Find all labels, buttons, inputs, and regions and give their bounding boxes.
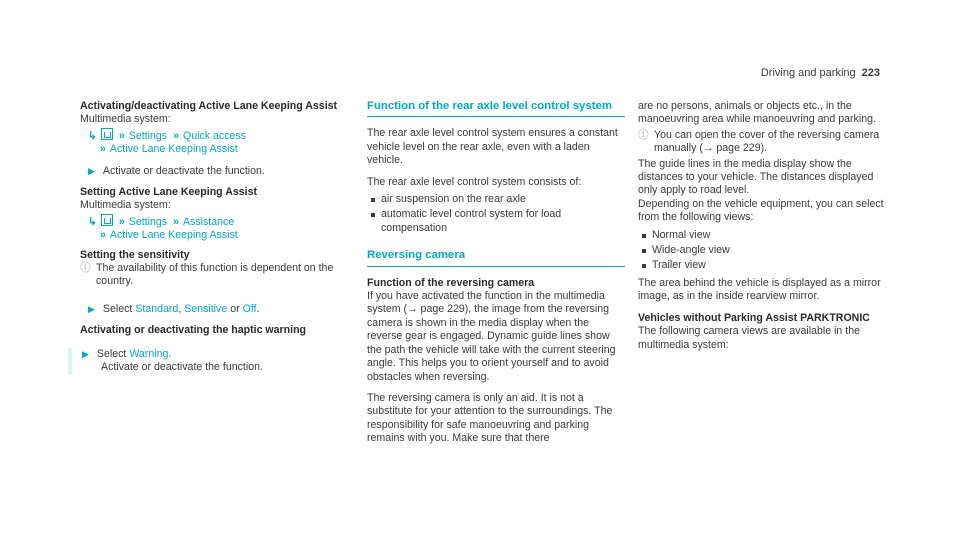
- nav-alka-1: Active Lane Keeping Assist: [109, 143, 238, 156]
- nav-alka-2: Active Lane Keeping Assist: [109, 229, 238, 242]
- heading-function-camera: Function of the reversing camera: [367, 276, 535, 289]
- heading-activating: Activating/deactivating Active Lane Keeping Assist: [80, 100, 338, 112]
- list-item: air suspension on the rear axle: [367, 193, 625, 206]
- info-icon: ⓘ: [638, 128, 649, 141]
- para-guide-lines: The guide lines in the media display show the distances to your vehicle. The distances displayed only apply to road level.: [638, 157, 874, 197]
- option-sensitive: Sensitive: [184, 302, 228, 315]
- info-icon: ⓘ: [80, 262, 91, 275]
- page-number: 223: [861, 67, 880, 79]
- double-chevron-icon: »: [118, 215, 125, 228]
- double-chevron-icon: »: [100, 143, 106, 156]
- list-item: Normal view: [638, 229, 888, 242]
- option-off: Off: [242, 302, 257, 315]
- home-icon: [101, 128, 113, 140]
- list-item: Wide-angle view: [638, 244, 888, 257]
- section-reversing-camera: Reversing camera: [367, 249, 625, 266]
- action-step-1: ▶ Activate or deactivate the function.: [88, 164, 265, 177]
- step-triangle-icon: ▶: [88, 165, 95, 176]
- column-1: [80, 100, 352, 375]
- double-chevron-icon: »: [173, 215, 179, 228]
- para-mirror: The area behind the vehicle is displayed as a mirror image, as in the inside rearview mirror.: [638, 276, 881, 303]
- double-chevron-icon: »: [118, 129, 125, 142]
- action-select-sensitivity: ▶ Select Standard, Sensitive or Off.: [88, 302, 260, 315]
- list-item: Trailer view: [638, 259, 888, 272]
- nav-path-1: [80, 127, 352, 143]
- heading-sensitivity: Setting the sensitivity: [80, 248, 190, 261]
- double-chevron-icon: »: [100, 229, 106, 242]
- path-arrow-icon: ↳: [88, 215, 97, 228]
- action-select-warning: ▶ Select Warning.: [82, 347, 172, 360]
- note-cover: ⓘ You can open the cover of the reversing camera manually (→ page 229).: [638, 128, 880, 155]
- nav-path-2b: [80, 229, 352, 242]
- path-arrow-icon: ↳: [88, 129, 97, 142]
- page-header: [761, 67, 880, 80]
- step-triangle-icon: ▶: [82, 348, 89, 359]
- column-2: [367, 100, 625, 446]
- step-triangle-icon: ▶: [88, 303, 95, 314]
- option-warning: Warning: [129, 347, 169, 360]
- section-rear-axle: Function of the rear axle level control system: [367, 100, 625, 117]
- multimedia-label-2: Multimedia system:: [80, 199, 171, 212]
- para-col3-1: are no persons, animals or objects etc., in the manoeuvring area while manoeuvring and parking.: [638, 100, 876, 126]
- note-availability: ⓘ The availability of this function is dependent on the country.: [80, 262, 334, 288]
- nav-quick-access: Quick access: [182, 129, 246, 142]
- para-camera-1: If you have activated the function in the multimedia system (→ page 229), the image from the reversing camera is shown in the media display when the reverse gear is engaged. Dynamic guide lines show the path the vehicle will take with the current steering angle. This helps you to orient yourself and to avoid obstacles when reversing.: [367, 290, 616, 383]
- para-views: Depending on the vehicle equipment, you can select from the following views:: [638, 197, 884, 224]
- heading-setting: Setting Active Lane Keeping Assist: [80, 186, 257, 199]
- column-3: [638, 100, 888, 352]
- action-step-2: Activate or deactivate the function.: [101, 361, 263, 374]
- nav-settings-2: Settings: [128, 215, 168, 228]
- rear-axle-list: [367, 193, 625, 235]
- haptic-steps: [68, 348, 352, 375]
- para-camera-2: The reversing camera is only an aid. It is not a substitute for your attention to the surroundings. The responsibility for safe manoeuvring and parking remains with you. Make sure that there: [367, 391, 613, 445]
- multimedia-label-1: Multimedia system:: [80, 113, 171, 126]
- views-list: [638, 229, 888, 273]
- heading-without-parktronic: Vehicles without Parking Assist PARKTRONIC: [638, 311, 870, 324]
- home-icon: [101, 214, 113, 226]
- nav-settings: Settings: [128, 129, 168, 142]
- nav-assistance: Assistance: [182, 215, 235, 228]
- header-title: Driving and parking: [760, 67, 856, 79]
- nav-path-1b: [80, 143, 352, 156]
- double-chevron-icon: »: [173, 129, 179, 142]
- list-item: automatic level control system for load compensation: [367, 208, 625, 235]
- para-camera-views: The following camera views are available in the multimedia system:: [638, 325, 860, 351]
- para-rear-axle-1: The rear axle level control system ensures a constant vehicle level on the rear axle, even with a laden vehicle.: [367, 127, 618, 167]
- option-standard: Standard: [135, 302, 179, 315]
- para-rear-axle-2: The rear axle level control system consists of:: [367, 175, 582, 188]
- nav-path-2: [80, 213, 352, 229]
- heading-haptic: Activating or deactivating the haptic warning: [80, 324, 307, 337]
